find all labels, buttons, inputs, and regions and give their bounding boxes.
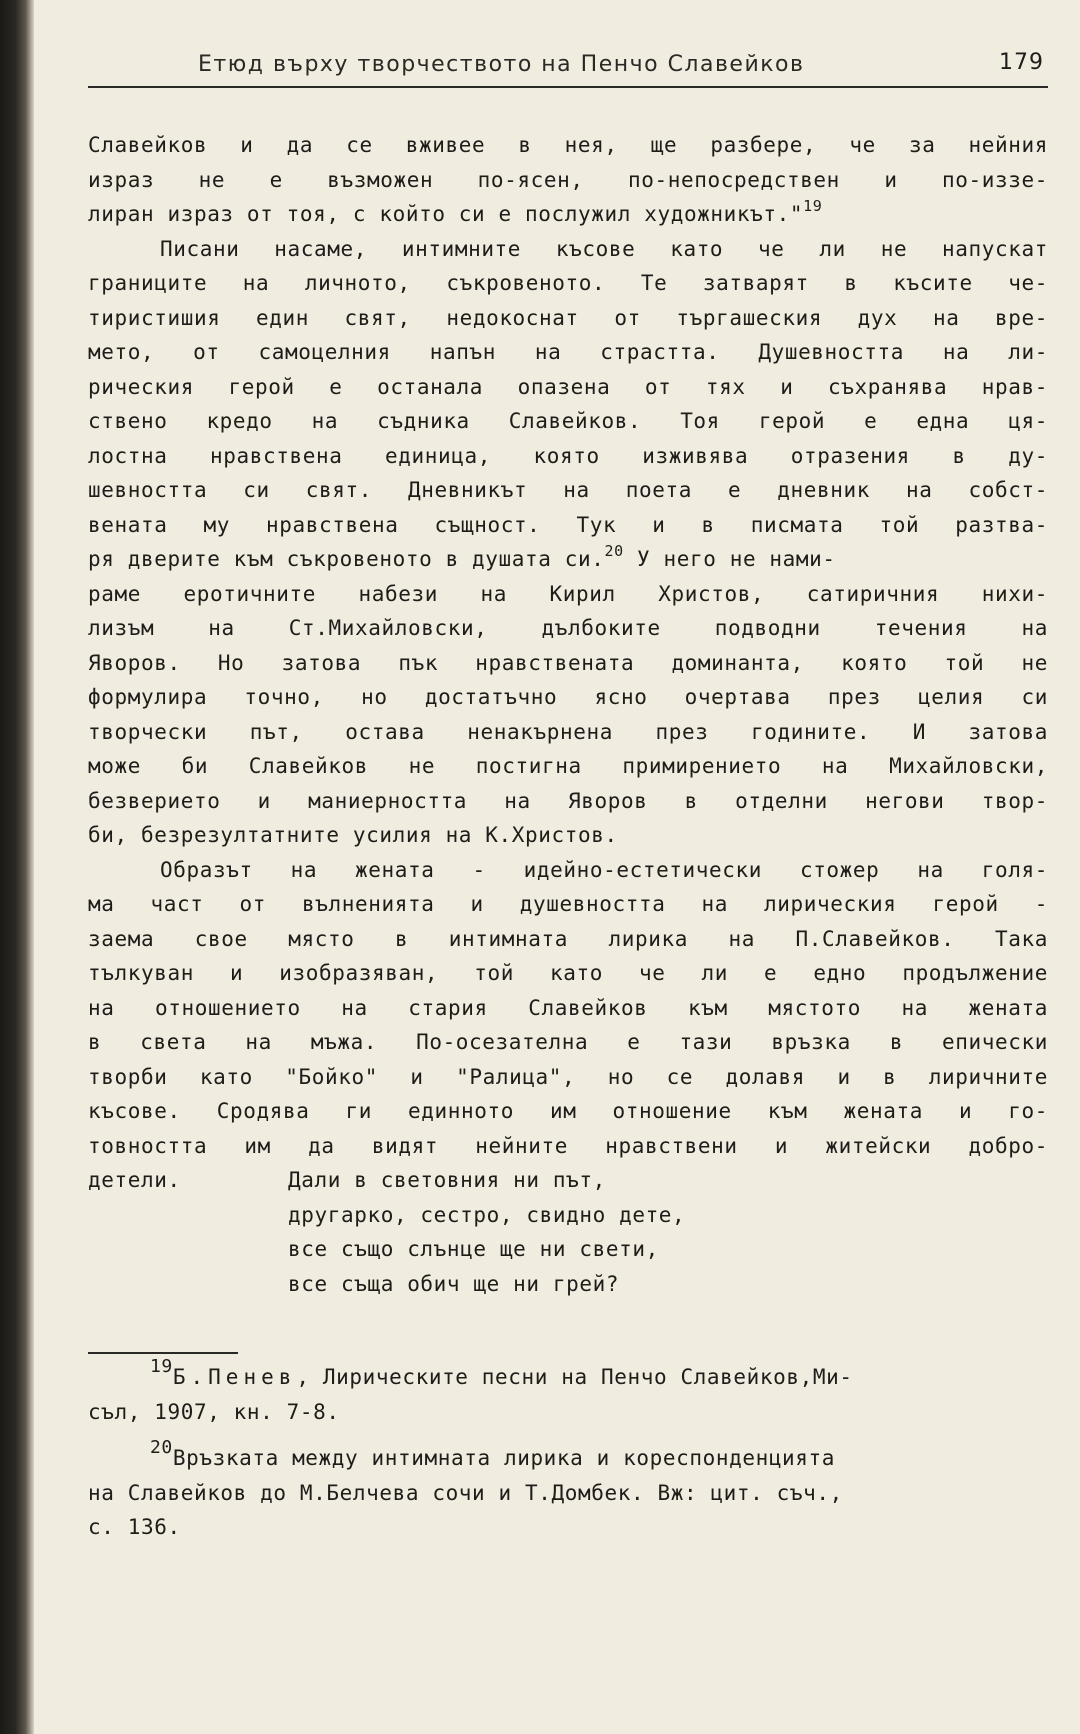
text-line: Славейков и да се вживее в нея, ще разбере, че за нейния [88, 133, 1048, 157]
header-rule [88, 86, 1048, 88]
text-line: детели. [88, 1168, 181, 1192]
text-line: заема свое място в интимната лирика на П.Славейков. Така [88, 926, 1048, 951]
text-segment: У него не нами- [623, 547, 836, 571]
paragraph-2 [88, 232, 1048, 853]
footnote-author: Б.Пенев [172, 1365, 297, 1389]
text-line: тълкуван и изобразяван, той като че ли е едно продължение [88, 961, 1048, 985]
page-number: 179 [999, 50, 1044, 75]
text-segment: лиран израз от тоя, с който си е послужил художникът." [88, 202, 804, 226]
text-segment: , Лирическите песни на Пенчо Славейков,Ми- [296, 1365, 853, 1389]
footnote-separator [88, 1352, 238, 1354]
text-line: рическия герой е останала опазена от тях и съхранява нрав- [88, 374, 1048, 399]
text-line: Образът на жената - идейно-естетически стожер на голя- [160, 857, 1048, 882]
text-line: лизъм на Ст.Михайловски, дълбоките подводни течения на [88, 616, 1048, 640]
running-title: Етюд върху творчеството на Пенчо Славейков [198, 52, 805, 77]
text-line: късове. Сродява ги единното им отношение към жената и го- [88, 1099, 1048, 1123]
text-line: ма част от вълненията и душевността на лирическия герой - [88, 892, 1048, 916]
footnote-20 [88, 1437, 1048, 1545]
text-line: израз не е възможен по-ясен, по-непосредствен и по-иззе- [88, 167, 1048, 192]
page-header [88, 52, 1048, 86]
verse-line: все съща обич ще ни грей? [288, 1271, 620, 1296]
text-line: вената му нравствена същност. Тук и в писмата той разтва- [88, 512, 1048, 537]
text-line: творчески път, остава ненакърнена през годините. И затова [88, 719, 1048, 744]
text-line: съл, 1907, кн. 7-8. [88, 1399, 340, 1424]
text-line: раме еротичните набези на Кирил Христов, сатиричния нихи- [88, 581, 1048, 606]
text-line: безверието и маниерността на Яворов в отделни негови твор- [88, 788, 1048, 813]
text-line: творби като "Бойко" и "Ралица", но се долавя и в лиричните [88, 1064, 1048, 1089]
text-line: Яворов. Но затова пък нравствената доминанта, която той не [88, 650, 1048, 675]
book-spine-shadow [0, 0, 34, 1734]
verse-line: все също слънце ще ни свети, [288, 1237, 659, 1261]
text-line: на Славейков до М.Белчева сочи и Т.Домбек. Вж: цит. съч., [88, 1480, 843, 1505]
paragraph-1 [88, 128, 1048, 232]
footnote-number: 20 [150, 1437, 173, 1458]
text-line [88, 1437, 1048, 1476]
text-line: в света на мъжа. По-осезателна е тази връзка в епически [88, 1030, 1048, 1054]
text-line: с. 136. [88, 1515, 181, 1539]
text-line [88, 197, 1048, 232]
text-line: на отношението на стария Славейков към мястото на жената [88, 995, 1048, 1020]
text-line: границите на личното, съкровеното. Те затварят в късите че- [88, 271, 1048, 295]
text-segment: Връзката между интимната лирика и кореспонденцията [172, 1446, 836, 1470]
text-line: би, безрезултатните усилия на К.Христов. [88, 823, 618, 847]
text-line: лостна нравствена единица, която изживява отразения в ду- [88, 443, 1048, 468]
text-segment: ря дверите към съкровеното в душата си. [88, 547, 605, 571]
text-line: формулира точно, но достатъчно ясно очертава през целия си [88, 685, 1048, 709]
verse-line: Дали в световния ни път, [288, 1168, 606, 1192]
text-line: тиристишия един свят, недокоснат от търгашеския дух на вре- [88, 305, 1048, 330]
text-line [88, 542, 1048, 577]
footnote-ref-20: 20 [604, 542, 624, 560]
paragraph-3 [88, 853, 1048, 1198]
text-line: мето, от самоцелния напън на страстта. Душевността на ли- [88, 340, 1048, 364]
footnote-number: 19 [150, 1356, 173, 1377]
footnote-ref-19: 19 [803, 197, 823, 215]
text-line: Писани насаме, интимните късове като че ли не напускат [160, 236, 1048, 261]
verse-line: другарко, сестро, свидно дете, [288, 1202, 686, 1227]
body-text [88, 128, 1048, 1301]
text-line [88, 1356, 1048, 1395]
text-line: товността им да видят нейните нравствени и житейски добро- [88, 1133, 1048, 1158]
text-line: ствено кредо на съдника Славейков. Тоя герой е една ця- [88, 409, 1048, 433]
verse-quote [88, 1163, 1048, 1301]
text-line: може би Славейков не постигна примирението на Михайловски, [88, 754, 1048, 778]
footnotes [88, 1356, 1048, 1557]
footnote-19 [88, 1356, 1048, 1429]
text-line: шевността си свят. Дневникът на поета е дневник на собст- [88, 478, 1048, 502]
